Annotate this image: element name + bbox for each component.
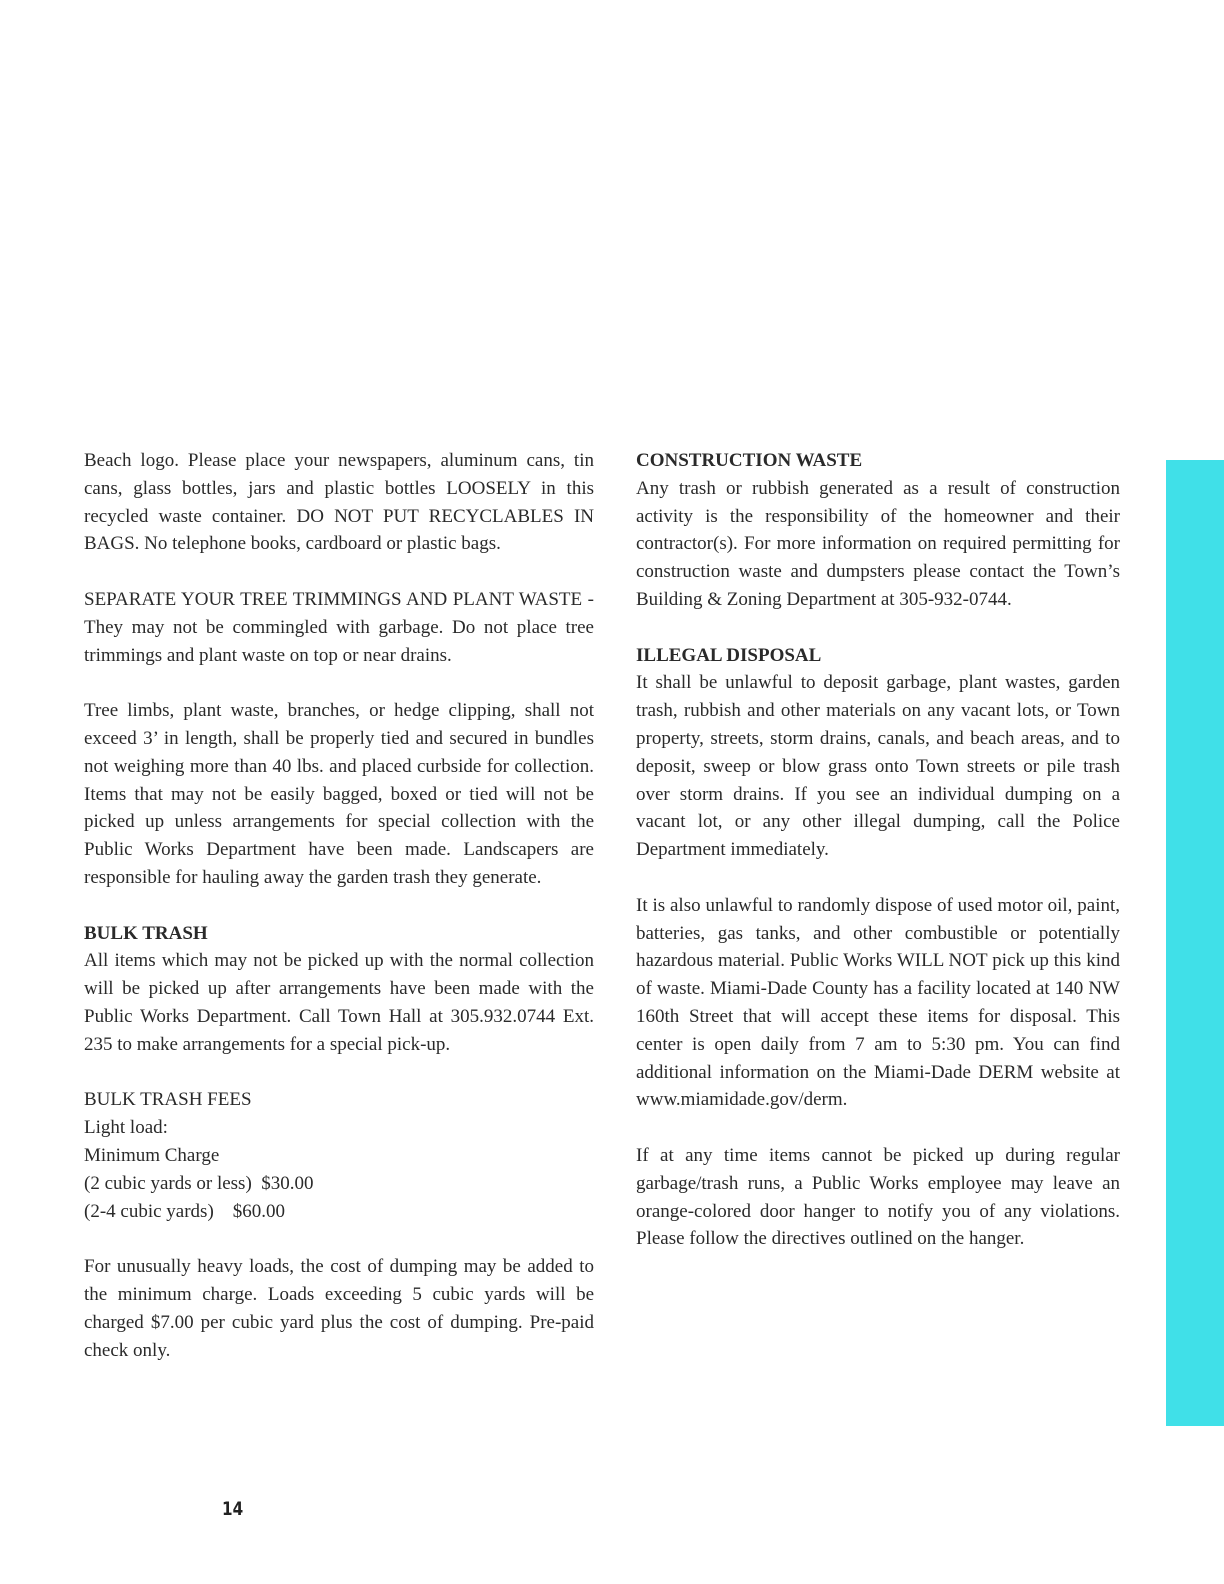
construction-waste-heading: CONSTRUCTION WASTE	[636, 450, 863, 471]
bulk-trash-heading: BULK TRASH	[84, 922, 208, 944]
bulk-trash-fees	[84, 1086, 594, 1225]
fees-line-small: (2 cubic yards or less) $30.00	[84, 1172, 314, 1194]
tree-limbs-paragraph: Tree limbs, plant waste, branches, or hedge clipping, shall not exceed 3’ in length, shall be properly tied and secured in bundles not weighing more than 40 lbs. and placed curbside for collection. Items that may not be easily bagged, boxed or tied will not be picked up unless arrangements for special collection with the Public Works Department have been made. Landscapers are responsible for hauling away the garden trash they generate.	[84, 700, 594, 888]
bulk-trash-paragraph: All items which may not be picked up with the normal collection will be picked up after arrangements have been made with the Public Works Department. Call Town Hall at 305.932.0744 Ext. 235 to make arrangements for a special pick-up.	[84, 950, 594, 1055]
door-hanger-paragraph: If at any time items cannot be picked up during regular garbage/trash runs, a Public Works employee may leave an orange-colored door hanger to notify you of any violations. Please follow the directives outlined on the hanger.	[636, 1144, 1120, 1250]
heavy-loads-paragraph: For unusually heavy loads, the cost of dumping may be added to the minimum charge. Loads exceeding 5 cubic yards will be charged $7.00 per cubic yard plus the cost of dumping. Pre-paid check only.	[84, 1256, 594, 1361]
left-column	[84, 447, 594, 1392]
accent-side-bar	[1166, 460, 1224, 1426]
fees-minimum-charge: Minimum Charge	[84, 1144, 220, 1166]
fees-line-medium: (2-4 cubic yards) $60.00	[84, 1200, 286, 1222]
fees-heading: BULK TRASH FEES	[84, 1089, 252, 1111]
hazardous-waste-paragraph: It is also unlawful to randomly dispose of used motor oil, paint, batteries, gas tanks, and other combustible or potentially hazardous material. Public Works WILL NOT pick up this kind of waste. Miami-Dade County has a facility located at 140 NW 160th Street that will accept these items for disposal. This center is open daily from 7 am to 5:30 pm. You can find additional information on the Miami-Dade DERM website at www.miamidade.gov/derm.	[636, 894, 1120, 1111]
construction-waste-paragraph: Any trash or rubbish generated as a result of construction activity is the responsibility of the homeowner and their contractor(s). For more information on required permitting for construction waste and dumpsters please contact the Town’s Building & Zoning Department at 305-932-0744.	[636, 477, 1120, 610]
separate-trimmings-paragraph: SEPARATE YOUR TREE TRIMMINGS AND PLANT WASTE - They may not be commingled with garbage. Do not place tree trimmings and plant waste on top or near drains.	[84, 588, 594, 666]
illegal-disposal-paragraph: It shall be unlawful to deposit garbage, plant wastes, garden trash, rubbish and other materials on any vacant lots, or Town property, streets, storm drains, canals, and beach areas, and to deposit, sweep or blow grass onto Town streets or pile trash over storm drains. If you see an individual dumping on a vacant lot, or any other illegal dumping, call the Police Department immediately.	[636, 672, 1120, 861]
recycling-paragraph: Beach logo. Please place your newspapers, aluminum cans, tin cans, glass bottles, jars and plastic bottles LOOSELY in this recycled waste container. DO NOT PUT RECYCLABLES IN BAGS. No telephone books, cardboard or plastic bags.	[84, 450, 594, 555]
fees-light-load: Light load:	[84, 1117, 168, 1139]
right-column	[636, 447, 1120, 1281]
illegal-disposal-heading: ILLEGAL DISPOSAL	[636, 644, 822, 666]
page-number: 14	[222, 1498, 244, 1520]
